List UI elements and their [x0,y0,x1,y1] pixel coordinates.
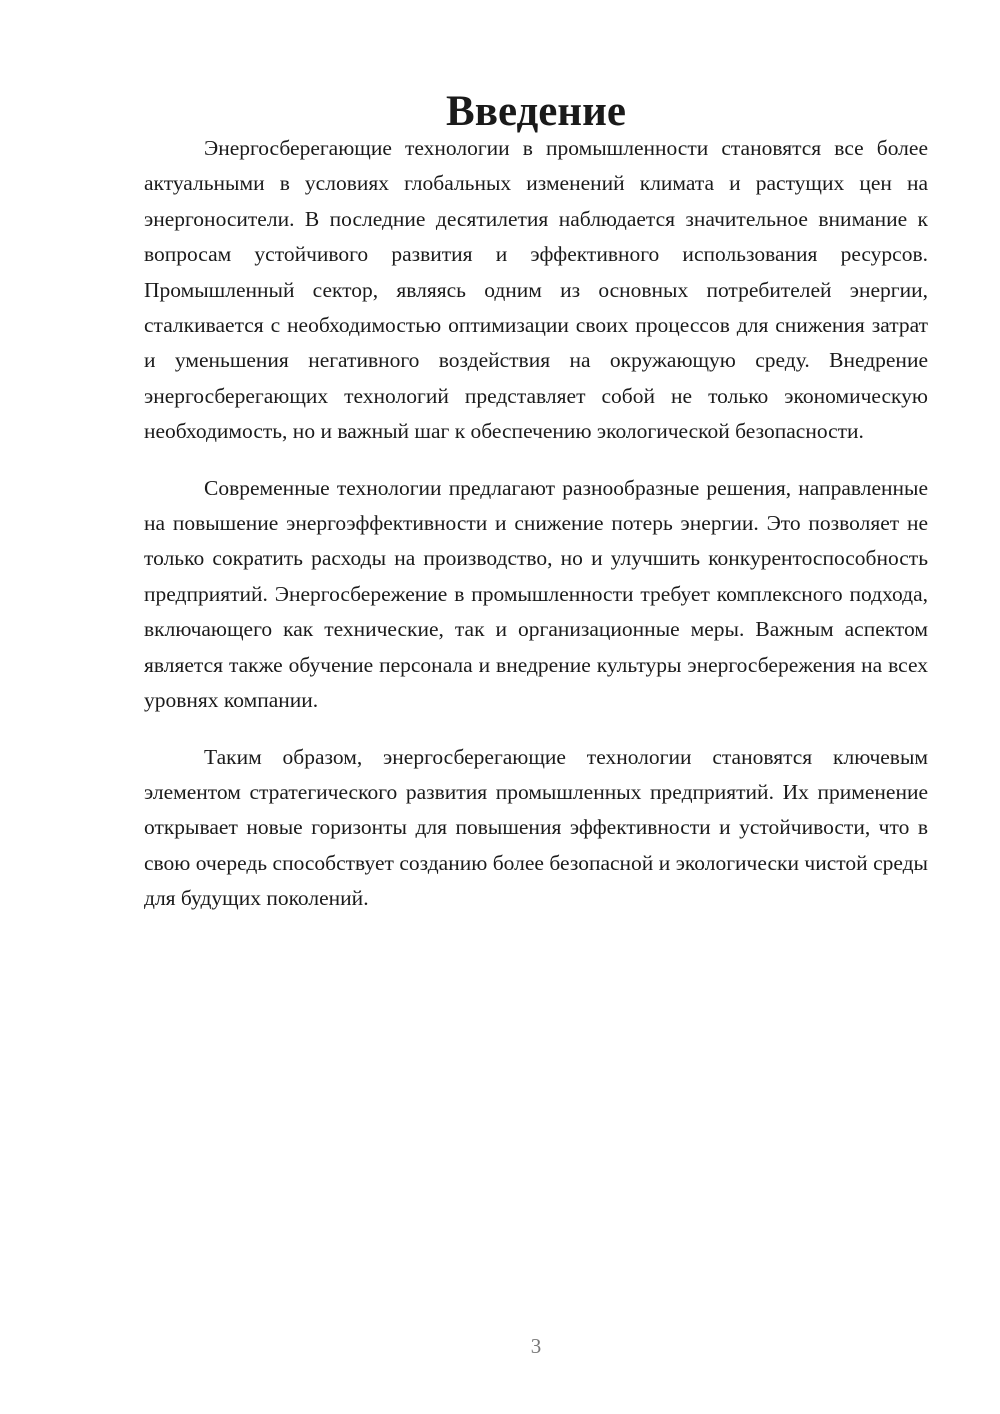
paragraph-intro: Энергосберегающие технологии в промышленности становятся все более актуальными в условиях глобальных изменений климата и растущих цен на энергоносители. В последние десятилетия наблюдается значительное внимание к вопросам устойчивого развития и эффективного использования ресурсов. Промышленный сектор, являясь одним из основных потребителей энергии, сталкивается с необходимостью оптимизации своих процессов для снижения затрат и уменьшения негативного воздействия на окружающую среду. Внедрение энергосберегающих технологий представляет собой не только экономическую необходимость, но и важный шаг к обеспечению экологической безопасности. [144,136,928,444]
section-heading: Введение [446,88,626,135]
paragraph-conclusion: Таким образом, энергосберегающие технологии становятся ключевым элементом стратегического развития промышленных предприятий. Их применение открывает новые горизонты для повышения эффективности и устойчивости, что в свою очередь способствует созданию более безопасной и экологически чистой среды для будущих поколений. [144,744,928,911]
page-number: 3 [530,1334,542,1358]
page-content [144,88,928,917]
paragraph-technologies: Современные технологии предлагают разнообразные решения, направленные на повышение энергоэффективности и снижение потерь энергии. Это позволяет не только сократить расходы на производство, но и улучшить конкурентоспособность предприятий. Энергосбережение в промышленности требует комплексного подхода, включающего как технические, так и организационные меры. Важным аспектом является также обучение персонала и внедрение культуры энергосбережения на всех уровнях компании. [144,475,928,713]
